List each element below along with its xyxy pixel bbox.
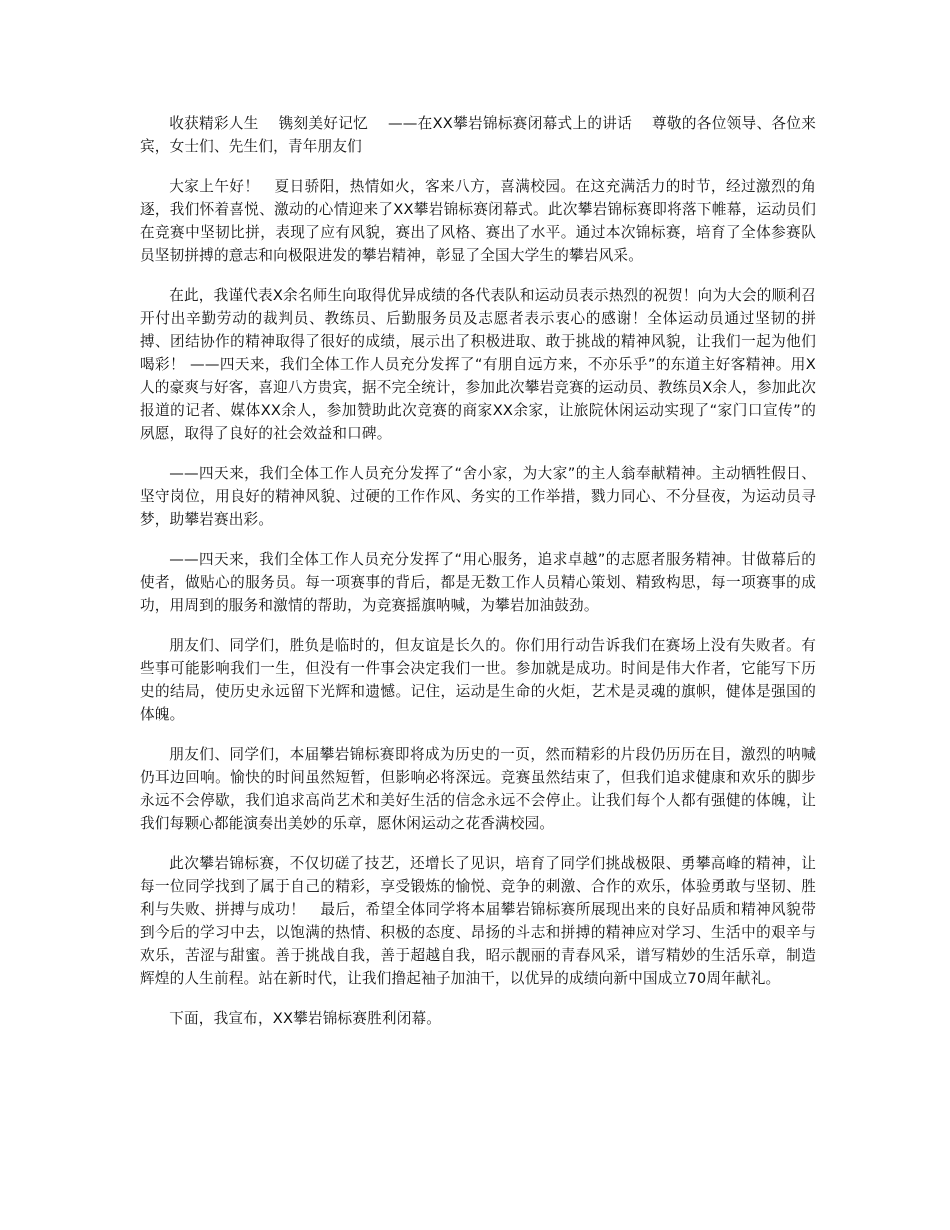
greeting-paragraph: 大家上午好！ 夏日骄阳，热情如火，客来八方，喜满校园。在这充满活力的时节，经过激烈的角逐，我们怀着喜悦、激动的心情迎来了XX攀岩锦标赛闭幕式。此次攀岩锦标赛即将落下帷幕，运动员们在竞赛中坚韧比拼，表现了应有风貌，赛出了风格、赛出了水平。通过本次锦标赛，培育了全体参赛队员坚韧拼搏的意志和向极限进发的攀岩精神，彰显了全国大学生的攀岩风采。: [140, 178, 816, 264]
friendship-paragraph: 朋友们、同学们，胜负是临时的，但友谊是长久的。你们用行动告诉我们在赛场上没有失败者。有些事可能影响我们一生，但没有一件事会决定我们一世。参加就是成功。时间是伟大作者，它能写下历史的结局，使历史永远留下光辉和遗憾。记住，运动是生命的火炬，艺术是灵魂的旗帜，健体是强国的体魄。: [140, 637, 816, 723]
dedication-paragraph: ——四天来，我们全体工作人员充分发挥了“舍小家，为大家”的主人翁奉献精神。主动牺牲假日、坚守岗位，用良好的精神风貌、过硬的工作作风、务实的工作举措，戮力同心、不分昼夜，为运动员寻梦，助攀岩赛出彩。: [140, 465, 816, 528]
congratulations-paragraph: 在此，我谨代表X余名师生向取得优异成绩的各代表队和运动员表示热烈的祝贺！向为大会的顺利召开付出辛勤劳动的裁判员、教练员、后勤服务员及志愿者表示衷心的感谢！全体运动员通过坚韧的拼搏、团结协作的精神取得了很好的成绩，展示出了积极进取、敢于挑战的精神风貌，让我们一起为他们喝彩！ ——四天来，我们全体工作人员充分发挥了“有朋自远方来，不亦乐乎”的东道主好客精神。用X人的豪爽与好客，喜迎八方贵宾，据不完全统计，参加此次攀岩竞赛的运动员、教练员X余人，参加此次报道的记者、媒体XX余人，参加赞助此次竞赛的商家XX余家，让旅院休闲运动实现了“家门口宣传”的夙愿，取得了良好的社会效益和口碑。: [140, 287, 816, 442]
title-and-salutation-paragraph: 收获精彩人生 镌刻美好记忆 ——在XX攀岩锦标赛闭幕式上的讲话 尊敬的各位领导、各位来宾，女士们、先生们，青年朋友们: [140, 115, 816, 155]
volunteer-service-paragraph: ——四天来，我们全体工作人员充分发挥了“用心服务，追求卓越”的志愿者服务精神。甘做幕后的使者，做贴心的服务员。每一项赛事的背后，都是无数工作人员精心策划、精致构思，每一项赛事的成功，用周到的服务和激情的帮助，为竞赛摇旗呐喊，为攀岩加油鼓劲。: [140, 551, 816, 614]
hopes-paragraph: 此次攀岩锦标赛，不仅切磋了技艺，还增长了见识，培育了同学们挑战极限、勇攀高峰的精神，让每一位同学找到了属于自己的精彩，享受锻炼的愉悦、竞争的刺激、合作的欢乐，体验勇敢与坚韧、胜利与失败、拼搏与成功！ 最后，希望全体同学将本届攀岩锦标赛所展现出来的良好品质和精神风貌带到今后的学习中去，以饱满的热情、积极的态度、昂扬的斗志和拼搏的精神应对学习、生活中的艰辛与欢乐，苦涩与甜蜜。善于挑战自我，善于超越自我，昭示靓丽的青春风采，谱写精妙的生活乐章，制造辉煌的人生前程。站在新时代，让我们撸起袖子加油干，以优异的成绩向新中国成立70周年献礼。: [140, 855, 816, 987]
memories-paragraph: 朋友们、同学们，本届攀岩锦标赛即将成为历史的一页，然而精彩的片段仍历历在目，激烈的呐喊仍耳边回响。愉快的时间虽然短暂，但影响必将深远。竞赛虽然结束了，但我们追求健康和欢乐的脚步永远不会停歇，我们追求高尚艺术和美好生活的信念永远不会停止。让我们每个人都有强健的体魄，让我们每颗心都能演奏出美妙的乐章，愿休闲运动之花香满校园。: [140, 746, 816, 832]
closing-declaration-paragraph: 下面，我宣布，XX攀岩锦标赛胜利闭幕。: [169, 1010, 442, 1027]
document-page: [140, 112, 816, 1047]
